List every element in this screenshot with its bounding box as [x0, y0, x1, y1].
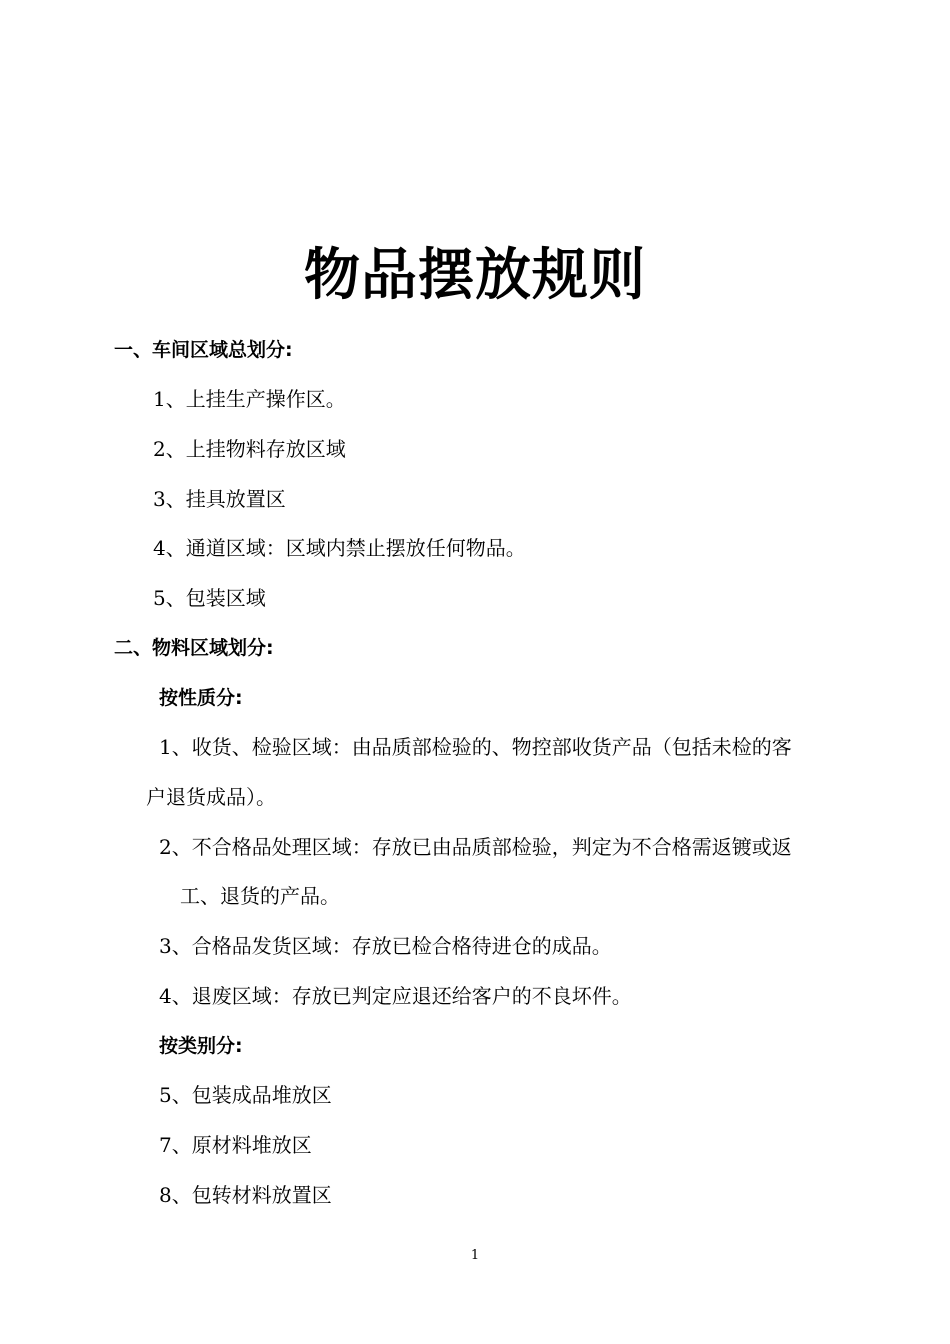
subheading-by-nature: 按性质分: — [159, 687, 243, 709]
list-item: 3、挂具放置区 — [153, 487, 286, 511]
paragraph-line: 4、退废区域：存放已判定应退还给客户的不良坏件。 — [159, 984, 632, 1008]
subheading-by-category: 按类别分: — [159, 1035, 243, 1057]
list-item: 7、原材料堆放区 — [159, 1133, 312, 1157]
list-item: 4、通道区域：区域内禁止摆放任何物品。 — [153, 536, 526, 560]
list-item: 2、上挂物料存放区域 — [153, 437, 346, 461]
paragraph-line: 工、退货的产品。 — [180, 884, 340, 908]
section-heading-material-areas: 二、物料区域划分: — [114, 637, 274, 659]
list-item: 5、包装区域 — [153, 586, 266, 610]
list-item: 5、包装成品堆放区 — [159, 1083, 332, 1107]
paragraph-line: 2、不合格品处理区域：存放已由品质部检验，判定为不合格需返镀或返 — [159, 835, 792, 859]
section-heading-workshop-areas: 一、车间区域总划分: — [114, 339, 293, 361]
list-item: 1、上挂生产操作区。 — [153, 387, 346, 411]
paragraph-line: 1、收货、检验区域：由品质部检验的、物控部收货产品（包括未检的客 — [159, 735, 792, 759]
page-number: 1 — [470, 1248, 480, 1263]
paragraph-line: 户退货成品）。 — [146, 785, 276, 809]
document-title: 物品摆放规则 — [304, 243, 646, 308]
paragraph-line: 3、合格品发货区域：存放已检合格待进仓的成品。 — [159, 934, 612, 958]
list-item: 8、包转材料放置区 — [159, 1183, 332, 1207]
